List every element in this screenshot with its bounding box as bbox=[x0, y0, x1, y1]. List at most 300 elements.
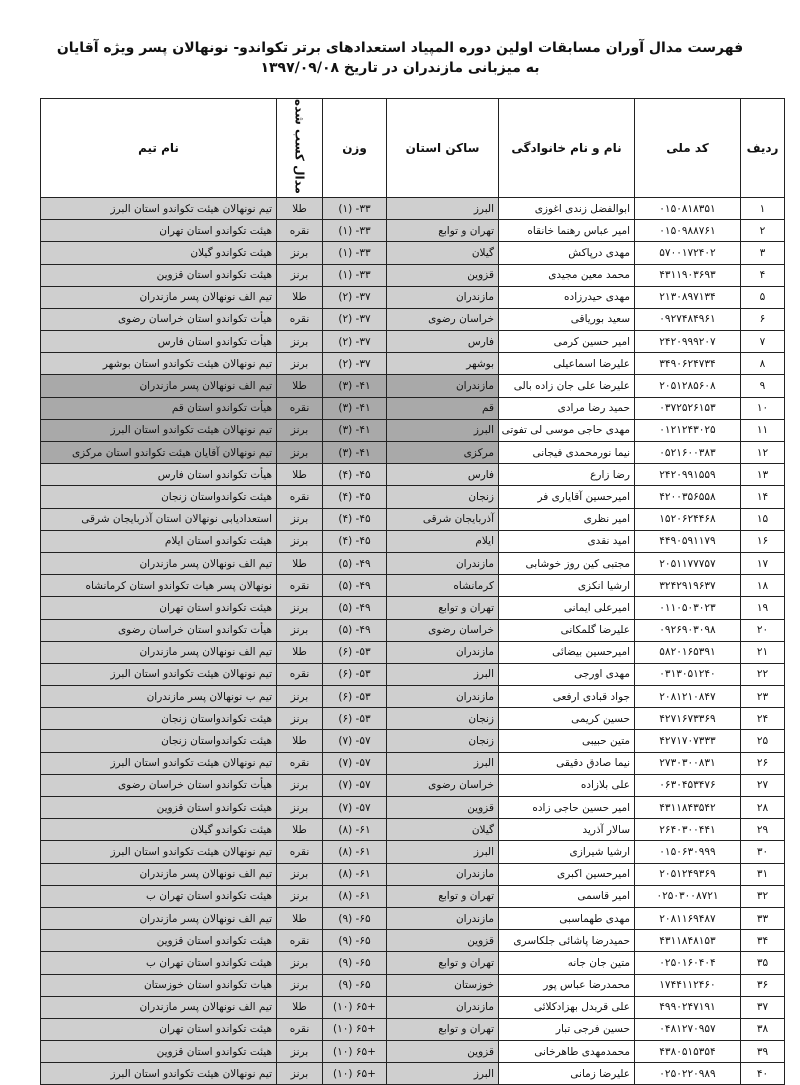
national-code-cell: ۰۹۲۷۴۸۴۹۶۱ bbox=[635, 308, 741, 330]
team-name-cell: هیئت تکواندو استان قزوین bbox=[41, 797, 277, 819]
national-code-cell: ۴۲۷۱۶۷۳۳۶۹ bbox=[635, 708, 741, 730]
athlete-name-cell: محمدمهدی طاهرخانی bbox=[499, 1041, 635, 1063]
athlete-name-cell: متین جان جانه bbox=[499, 952, 635, 974]
national-code-cell: ۱۷۴۴۱۱۲۴۶۰ bbox=[635, 974, 741, 996]
team-name-cell: تیم الف نونهالان پسر مازندران bbox=[41, 907, 277, 929]
weight-class-cell: +۶۵ (۱۰) bbox=[323, 1041, 387, 1063]
team-name-cell: هیئت تکواندو گیلان bbox=[41, 819, 277, 841]
medal-cell: طلا bbox=[277, 641, 323, 663]
province-cell: تهران و توابع bbox=[387, 885, 499, 907]
national-code-cell: ۴۲۰۰۳۵۶۵۵۸ bbox=[635, 486, 741, 508]
national-code-cell: ۲۰۵۱۱۷۷۷۵۷ bbox=[635, 552, 741, 574]
weight-class-cell: ۳۷- (۲) bbox=[323, 331, 387, 353]
national-code-cell: ۲۴۲۰۹۹۹۲۰۷ bbox=[635, 331, 741, 353]
national-code-cell: ۰۳۷۲۵۲۶۱۵۳ bbox=[635, 397, 741, 419]
province-cell: زنجان bbox=[387, 486, 499, 508]
athlete-name-cell: ارشیا شیرازی bbox=[499, 841, 635, 863]
medal-cell: برنز bbox=[277, 708, 323, 730]
medal-cell: برنز bbox=[277, 530, 323, 552]
team-name-cell: تیم الف نونهالان پسر مازندران bbox=[41, 996, 277, 1018]
weight-class-cell: ۵۷- (۷) bbox=[323, 752, 387, 774]
team-name-cell: هیئت تکواندواستان زنجان bbox=[41, 730, 277, 752]
national-code-cell: ۰۱۵۰۸۱۸۳۵۱ bbox=[635, 197, 741, 219]
table-row bbox=[41, 220, 785, 242]
weight-class-cell: ۴۵- (۴) bbox=[323, 530, 387, 552]
row-number-cell: ۶ bbox=[741, 308, 785, 330]
weight-class-cell: ۵۷- (۷) bbox=[323, 797, 387, 819]
medal-cell: برنز bbox=[277, 797, 323, 819]
row-number-cell: ۱۷ bbox=[741, 552, 785, 574]
national-code-cell: ۰۲۵۰۲۲۰۹۸۹ bbox=[635, 1063, 741, 1085]
province-cell: قزوین bbox=[387, 264, 499, 286]
weight-class-cell: ۵۷- (۷) bbox=[323, 774, 387, 796]
athlete-name-cell: محمدرضا عباس پور bbox=[499, 974, 635, 996]
team-name-cell: هیئت تکواندو استان قزوین bbox=[41, 264, 277, 286]
medal-cell: نقره bbox=[277, 841, 323, 863]
athlete-name-cell: علیرضا اسماعیلی bbox=[499, 353, 635, 375]
national-code-cell: ۴۴۹۰۵۹۱۱۷۹ bbox=[635, 530, 741, 552]
medal-cell: نقره bbox=[277, 397, 323, 419]
row-number-cell: ۳۹ bbox=[741, 1041, 785, 1063]
weight-class-cell: ۶۱- (۸) bbox=[323, 885, 387, 907]
row-number-cell: ۱۰ bbox=[741, 397, 785, 419]
athlete-name-cell: حمید رضا مرادی bbox=[499, 397, 635, 419]
national-code-cell: ۲۶۴۰۳۰۰۴۴۱ bbox=[635, 819, 741, 841]
row-number-cell: ۳۸ bbox=[741, 1018, 785, 1040]
row-number-cell: ۱۶ bbox=[741, 530, 785, 552]
medal-cell: برنز bbox=[277, 952, 323, 974]
athlete-name-cell: حسین فرجی تبار bbox=[499, 1018, 635, 1040]
medal-cell: برنز bbox=[277, 1063, 323, 1085]
national-code-cell: ۰۱۱۰۵۰۳۰۲۳ bbox=[635, 597, 741, 619]
medal-cell: نقره bbox=[277, 752, 323, 774]
medal-cell: طلا bbox=[277, 375, 323, 397]
weight-class-cell: ۴۹- (۵) bbox=[323, 619, 387, 641]
table-row bbox=[41, 641, 785, 663]
table-row bbox=[41, 885, 785, 907]
national-code-cell: ۲۰۵۱۲۴۹۳۶۹ bbox=[635, 863, 741, 885]
table-row bbox=[41, 419, 785, 441]
table-row bbox=[41, 197, 785, 219]
weight-class-cell: ۶۱- (۸) bbox=[323, 819, 387, 841]
table-row bbox=[41, 686, 785, 708]
team-name-cell: هیئت تکواندو گیلان bbox=[41, 242, 277, 264]
weight-class-cell: +۶۵ (۱۰) bbox=[323, 1018, 387, 1040]
table-row bbox=[41, 819, 785, 841]
province-cell: زنجان bbox=[387, 708, 499, 730]
row-number-cell: ۳۴ bbox=[741, 930, 785, 952]
medal-cell: طلا bbox=[277, 819, 323, 841]
team-name-cell: تیم نونهالان هیئت تکواندو استان البرز bbox=[41, 197, 277, 219]
table-header-row bbox=[41, 99, 785, 198]
medal-cell: نقره bbox=[277, 663, 323, 685]
athlete-name-cell: علیرضا زمانی bbox=[499, 1063, 635, 1085]
weight-class-cell: ۳۳- (۱) bbox=[323, 220, 387, 242]
province-cell: البرز bbox=[387, 419, 499, 441]
weight-class-cell: ۴۱- (۳) bbox=[323, 397, 387, 419]
table-row bbox=[41, 442, 785, 464]
athlete-name-cell: امیر نظری bbox=[499, 508, 635, 530]
team-name-cell: هیأت تکواندو استان خراسان رضوی bbox=[41, 308, 277, 330]
team-name-cell: تیم نونهالان هیئت تکواندو استان البرز bbox=[41, 419, 277, 441]
national-code-cell: ۲۴۲۰۹۹۱۵۵۹ bbox=[635, 464, 741, 486]
table-row bbox=[41, 397, 785, 419]
weight-class-cell: ۶۵- (۹) bbox=[323, 930, 387, 952]
document-header bbox=[0, 38, 800, 78]
team-name-cell: هیئت تکواندواستان زنجان bbox=[41, 486, 277, 508]
national-code-cell: ۳۴۹۰۶۲۴۷۳۴ bbox=[635, 353, 741, 375]
weight-class-cell: ۶۵- (۹) bbox=[323, 907, 387, 929]
team-name-cell: هیأت تکواندو استان قم bbox=[41, 397, 277, 419]
province-cell: فارس bbox=[387, 331, 499, 353]
team-name-cell: هیأت تکواندو استان خراسان رضوی bbox=[41, 619, 277, 641]
weight-class-cell: ۴۹- (۵) bbox=[323, 552, 387, 574]
weight-class-cell: ۳۳- (۱) bbox=[323, 242, 387, 264]
athlete-name-cell: علیرضا علی جان زاده بالی bbox=[499, 375, 635, 397]
athlete-name-cell: حمیدرضا پاشائی جلکاسری bbox=[499, 930, 635, 952]
province-cell: بوشهر bbox=[387, 353, 499, 375]
row-number-cell: ۱۳ bbox=[741, 464, 785, 486]
athlete-name-cell: امید نقدی bbox=[499, 530, 635, 552]
province-cell: آذربایجان شرقی bbox=[387, 508, 499, 530]
row-number-cell: ۳ bbox=[741, 242, 785, 264]
national-code-cell: ۰۶۳۰۴۵۳۴۷۶ bbox=[635, 774, 741, 796]
province-cell: خوزستان bbox=[387, 974, 499, 996]
weight-class-cell: ۵۳- (۶) bbox=[323, 663, 387, 685]
weight-class-cell: ۴۹- (۵) bbox=[323, 575, 387, 597]
athlete-name-cell: علی بلازاده bbox=[499, 774, 635, 796]
table-row bbox=[41, 264, 785, 286]
table-row bbox=[41, 1018, 785, 1040]
team-name-cell: هیأت تکواندو استان فارس bbox=[41, 331, 277, 353]
table-body bbox=[41, 197, 785, 1085]
medal-cell: برنز bbox=[277, 242, 323, 264]
team-name-cell: تیم الف نونهالان پسر مازندران bbox=[41, 641, 277, 663]
table-row bbox=[41, 530, 785, 552]
table-row bbox=[41, 575, 785, 597]
national-code-cell: ۴۲۷۱۷۰۷۳۳۳ bbox=[635, 730, 741, 752]
row-number-cell: ۷ bbox=[741, 331, 785, 353]
athlete-name-cell: نیما نورمحمدی فیجانی bbox=[499, 442, 635, 464]
national-code-cell: ۲۰۸۱۲۱۰۸۴۷ bbox=[635, 686, 741, 708]
province-cell: گیلان bbox=[387, 819, 499, 841]
athlete-name-cell: امیرحسین بیضائی bbox=[499, 641, 635, 663]
province-cell: مازندران bbox=[387, 641, 499, 663]
athlete-name-cell: امیر عباس رهنما خانقاه bbox=[499, 220, 635, 242]
table-row bbox=[41, 308, 785, 330]
athlete-name-cell: ارشیا انکزی bbox=[499, 575, 635, 597]
national-code-cell: ۴۳۱۱۸۴۳۵۴۲ bbox=[635, 797, 741, 819]
row-number-cell: ۴ bbox=[741, 264, 785, 286]
athlete-name-cell: امیرحسین آقایاری فر bbox=[499, 486, 635, 508]
province-cell: زنجان bbox=[387, 730, 499, 752]
athlete-name-cell: علیرضا گلمکانی bbox=[499, 619, 635, 641]
medal-cell: برنز bbox=[277, 885, 323, 907]
weight-class-cell: ۳۳- (۱) bbox=[323, 197, 387, 219]
table-row bbox=[41, 486, 785, 508]
row-number-cell: ۳۲ bbox=[741, 885, 785, 907]
table-row bbox=[41, 841, 785, 863]
row-number-cell: ۲۱ bbox=[741, 641, 785, 663]
athlete-name-cell: مهدی حیدرزاده bbox=[499, 286, 635, 308]
row-number-cell: ۱۲ bbox=[741, 442, 785, 464]
team-name-cell: هیئت تکواندو استان تهران bbox=[41, 1018, 277, 1040]
weight-class-cell: ۶۱- (۸) bbox=[323, 863, 387, 885]
team-name-cell: تیم نونهالان آقایان هیئت تکواندو استان مرکزی bbox=[41, 442, 277, 464]
table-row bbox=[41, 797, 785, 819]
medal-cell: برنز bbox=[277, 442, 323, 464]
province-cell: البرز bbox=[387, 197, 499, 219]
weight-class-cell: ۳۳- (۱) bbox=[323, 264, 387, 286]
national-code-cell: ۲۱۳۰۸۹۷۱۳۴ bbox=[635, 286, 741, 308]
athlete-name-cell: مهدی حاجی موسی لی تفوتی bbox=[499, 419, 635, 441]
province-cell: تهران و توابع bbox=[387, 952, 499, 974]
national-code-cell: ۵۷۰۰۱۷۲۴۰۲ bbox=[635, 242, 741, 264]
province-cell: تهران و توابع bbox=[387, 220, 499, 242]
team-name-cell: هیئت تکواندو استان قزوین bbox=[41, 930, 277, 952]
row-number-cell: ۸ bbox=[741, 353, 785, 375]
athlete-name-cell: مهدی درپاکش bbox=[499, 242, 635, 264]
athlete-name-cell: علی قربدل بهزادکلائی bbox=[499, 996, 635, 1018]
athlete-name-cell: سعید بوریاقی bbox=[499, 308, 635, 330]
weight-class-cell: ۴۵- (۴) bbox=[323, 508, 387, 530]
team-name-cell: تیم نونهالان هیئت تکواندو استان البرز bbox=[41, 752, 277, 774]
table-row bbox=[41, 552, 785, 574]
table-row bbox=[41, 508, 785, 530]
table-row bbox=[41, 708, 785, 730]
national-code-cell: ۴۳۸۰۵۱۵۳۵۴ bbox=[635, 1041, 741, 1063]
row-number-cell: ۱۱ bbox=[741, 419, 785, 441]
team-name-cell: هیئت تکواندواستان زنجان bbox=[41, 708, 277, 730]
row-number-cell: ۲۳ bbox=[741, 686, 785, 708]
team-name-cell: هیئت تکواندو استان تهران ب bbox=[41, 885, 277, 907]
weight-class-cell: ۵۷- (۷) bbox=[323, 730, 387, 752]
national-code-cell: ۱۵۲۰۶۲۴۴۶۸ bbox=[635, 508, 741, 530]
medal-cell: برنز bbox=[277, 508, 323, 530]
row-number-cell: ۳۱ bbox=[741, 863, 785, 885]
row-number-cell: ۲۸ bbox=[741, 797, 785, 819]
weight-class-cell: ۴۱- (۳) bbox=[323, 442, 387, 464]
team-name-cell: هیئت تکواندو استان ایلام bbox=[41, 530, 277, 552]
medal-cell: طلا bbox=[277, 464, 323, 486]
athlete-name-cell: مجتبی کین روز خوشابی bbox=[499, 552, 635, 574]
table-row bbox=[41, 974, 785, 996]
team-name-cell: تیم نونهالان هیئت تکواندو استان البرز bbox=[41, 841, 277, 863]
document-title: فهرست مدال آوران مسابقات اولین دوره المپیاد استعدادهای برتر تکواندو- نونهالان پسر ویژه آقایان bbox=[56, 40, 744, 56]
row-number-cell: ۳۶ bbox=[741, 974, 785, 996]
row-number-cell: ۲۰ bbox=[741, 619, 785, 641]
team-name-cell: تیم الف نونهالان پسر مازندران bbox=[41, 863, 277, 885]
medal-cell: برنز bbox=[277, 1041, 323, 1063]
athlete-name-cell: متین حبیبی bbox=[499, 730, 635, 752]
team-name-cell: تیم نونهالان هیئت تکواندو استان البرز bbox=[41, 1063, 277, 1085]
team-name-cell: هیأت تکواندو استان فارس bbox=[41, 464, 277, 486]
medal-cell: طلا bbox=[277, 907, 323, 929]
national-code-cell: ۲۰۸۱۱۶۹۴۸۷ bbox=[635, 907, 741, 929]
province-cell: قزوین bbox=[387, 797, 499, 819]
table-row bbox=[41, 375, 785, 397]
medal-cell: طلا bbox=[277, 730, 323, 752]
row-number-cell: ۱۹ bbox=[741, 597, 785, 619]
national-code-cell: ۲۷۳۰۳۰۰۸۳۱ bbox=[635, 752, 741, 774]
province-cell: تهران و توابع bbox=[387, 597, 499, 619]
weight-class-cell: +۶۵ (۱۰) bbox=[323, 996, 387, 1018]
weight-class-cell: ۴۹- (۵) bbox=[323, 597, 387, 619]
row-number-cell: ۹ bbox=[741, 375, 785, 397]
medal-cell: طلا bbox=[277, 552, 323, 574]
national-code-cell: ۴۳۱۱۸۴۸۱۵۳ bbox=[635, 930, 741, 952]
row-number-cell: ۲۲ bbox=[741, 663, 785, 685]
medal-cell: نقره bbox=[277, 930, 323, 952]
medal-cell: نقره bbox=[277, 486, 323, 508]
header-province: ساکن استان bbox=[387, 99, 499, 198]
table-row bbox=[41, 930, 785, 952]
province-cell: خراسان رضوی bbox=[387, 308, 499, 330]
weight-class-cell: ۴۱- (۳) bbox=[323, 419, 387, 441]
medal-cell: برنز bbox=[277, 686, 323, 708]
medal-cell: برنز bbox=[277, 619, 323, 641]
table-row bbox=[41, 907, 785, 929]
national-code-cell: ۴۹۹۰۲۴۷۱۹۱ bbox=[635, 996, 741, 1018]
table-row bbox=[41, 353, 785, 375]
team-name-cell: هیأت تکواندو استان خراسان رضوی bbox=[41, 774, 277, 796]
team-name-cell: نونهالان پسر هیات تکواندو استان کرمانشاه bbox=[41, 575, 277, 597]
row-number-cell: ۱۵ bbox=[741, 508, 785, 530]
province-cell: مازندران bbox=[387, 375, 499, 397]
team-name-cell: تیم الف نونهالان پسر مازندران bbox=[41, 552, 277, 574]
team-name-cell: هیئت تکواندو استان قزوین bbox=[41, 1041, 277, 1063]
row-number-cell: ۳۳ bbox=[741, 907, 785, 929]
athlete-name-cell: مهدی طهماسبی bbox=[499, 907, 635, 929]
row-number-cell: ۱۸ bbox=[741, 575, 785, 597]
medal-cell: برنز bbox=[277, 419, 323, 441]
province-cell: مازندران bbox=[387, 996, 499, 1018]
team-name-cell: هیئت تکواندو استان تهران ب bbox=[41, 952, 277, 974]
team-name-cell: تیم الف نونهالان پسر مازندران bbox=[41, 375, 277, 397]
weight-class-cell: ۵۳- (۶) bbox=[323, 641, 387, 663]
row-number-cell: ۱۴ bbox=[741, 486, 785, 508]
weight-class-cell: ۳۷- (۲) bbox=[323, 353, 387, 375]
province-cell: مرکزی bbox=[387, 442, 499, 464]
medal-cell: طلا bbox=[277, 286, 323, 308]
row-number-cell: ۱ bbox=[741, 197, 785, 219]
province-cell: ایلام bbox=[387, 530, 499, 552]
national-code-cell: ۰۲۵۰۱۶۰۴۰۴ bbox=[635, 952, 741, 974]
team-name-cell: هیئت تکواندو استان تهران bbox=[41, 220, 277, 242]
medal-cell: برنز bbox=[277, 974, 323, 996]
header-team: نام تیم bbox=[41, 99, 277, 198]
row-number-cell: ۲۴ bbox=[741, 708, 785, 730]
table-row bbox=[41, 1063, 785, 1085]
athlete-name-cell: امیرعلی ایمانی bbox=[499, 597, 635, 619]
header-weight: وزن bbox=[323, 99, 387, 198]
weight-class-cell: ۶۵- (۹) bbox=[323, 952, 387, 974]
row-number-cell: ۲۹ bbox=[741, 819, 785, 841]
athlete-name-cell: مهدی اورجی bbox=[499, 663, 635, 685]
row-number-cell: ۳۵ bbox=[741, 952, 785, 974]
table-row bbox=[41, 663, 785, 685]
table-row bbox=[41, 996, 785, 1018]
row-number-cell: ۳۷ bbox=[741, 996, 785, 1018]
header-medal-label: مدال کسب شده bbox=[292, 99, 307, 194]
national-code-cell: ۳۲۴۲۹۱۹۶۳۷ bbox=[635, 575, 741, 597]
document-subtitle: به میزبانی مازندران در تاریخ ۱۳۹۷/۰۹/۰۸ bbox=[260, 60, 540, 76]
table-row bbox=[41, 952, 785, 974]
province-cell: قم bbox=[387, 397, 499, 419]
table-row bbox=[41, 730, 785, 752]
province-cell: مازندران bbox=[387, 863, 499, 885]
medal-cell: برنز bbox=[277, 331, 323, 353]
weight-class-cell: ۵۳- (۶) bbox=[323, 708, 387, 730]
athlete-name-cell: امیر حسین کرمی bbox=[499, 331, 635, 353]
team-name-cell: هیات تکواندو استان خوزستان bbox=[41, 974, 277, 996]
medal-cell: نقره bbox=[277, 1018, 323, 1040]
medal-cell: نقره bbox=[277, 308, 323, 330]
table-row bbox=[41, 863, 785, 885]
province-cell: مازندران bbox=[387, 552, 499, 574]
row-number-cell: ۲۷ bbox=[741, 774, 785, 796]
athlete-name-cell: محمد معین مجیدی bbox=[499, 264, 635, 286]
weight-class-cell: +۶۵ (۱۰) bbox=[323, 1063, 387, 1085]
row-number-cell: ۴۰ bbox=[741, 1063, 785, 1085]
medal-cell: نقره bbox=[277, 220, 323, 242]
athlete-name-cell: امیرحسین اکبری bbox=[499, 863, 635, 885]
medalists-table bbox=[40, 98, 785, 1085]
province-cell: تهران و توابع bbox=[387, 1018, 499, 1040]
table-row bbox=[41, 752, 785, 774]
medal-cell: طلا bbox=[277, 996, 323, 1018]
province-cell: مازندران bbox=[387, 686, 499, 708]
national-code-cell: ۰۱۲۱۲۴۳۰۲۵ bbox=[635, 419, 741, 441]
row-number-cell: ۳۰ bbox=[741, 841, 785, 863]
province-cell: خراسان رضوی bbox=[387, 619, 499, 641]
weight-class-cell: ۶۵- (۹) bbox=[323, 974, 387, 996]
athlete-name-cell: جواد قبادی ارفعی bbox=[499, 686, 635, 708]
national-code-cell: ۵۸۲۰۱۶۵۳۹۱ bbox=[635, 641, 741, 663]
medal-cell: طلا bbox=[277, 197, 323, 219]
table-row bbox=[41, 286, 785, 308]
province-cell: البرز bbox=[387, 1063, 499, 1085]
header-full-name: نام و نام خانوادگی bbox=[499, 99, 635, 198]
province-cell: خراسان رضوی bbox=[387, 774, 499, 796]
weight-class-cell: ۶۱- (۸) bbox=[323, 841, 387, 863]
table-row bbox=[41, 242, 785, 264]
row-number-cell: ۵ bbox=[741, 286, 785, 308]
province-cell: البرز bbox=[387, 752, 499, 774]
national-code-cell: ۰۱۵۰۹۸۸۷۶۱ bbox=[635, 220, 741, 242]
medal-cell: برنز bbox=[277, 863, 323, 885]
national-code-cell: ۴۳۱۱۹۰۳۶۹۳ bbox=[635, 264, 741, 286]
province-cell: قزوین bbox=[387, 1041, 499, 1063]
athlete-name-cell: ابوالفضل زندی اغوزی bbox=[499, 197, 635, 219]
weight-class-cell: ۴۵- (۴) bbox=[323, 486, 387, 508]
province-cell: البرز bbox=[387, 841, 499, 863]
athlete-name-cell: امیر حسین حاجی زاده bbox=[499, 797, 635, 819]
national-code-cell: ۰۲۵۰۳۰۰۸۷۲۱ bbox=[635, 885, 741, 907]
athlete-name-cell: نیما صادق دقیقی bbox=[499, 752, 635, 774]
medal-cell: برنز bbox=[277, 597, 323, 619]
header-radif: ردیف bbox=[741, 99, 785, 198]
province-cell: قزوین bbox=[387, 930, 499, 952]
team-name-cell: استعدادیابی نونهالان استان آذربایجان شرقی bbox=[41, 508, 277, 530]
weight-class-cell: ۴۵- (۴) bbox=[323, 464, 387, 486]
athlete-name-cell: سالار آذرید bbox=[499, 819, 635, 841]
national-code-cell: ۰۱۵۰۶۳۰۹۹۹ bbox=[635, 841, 741, 863]
national-code-cell: ۰۵۲۱۶۰۰۳۸۳ bbox=[635, 442, 741, 464]
weight-class-cell: ۳۷- (۲) bbox=[323, 286, 387, 308]
table-row bbox=[41, 774, 785, 796]
table-row bbox=[41, 464, 785, 486]
